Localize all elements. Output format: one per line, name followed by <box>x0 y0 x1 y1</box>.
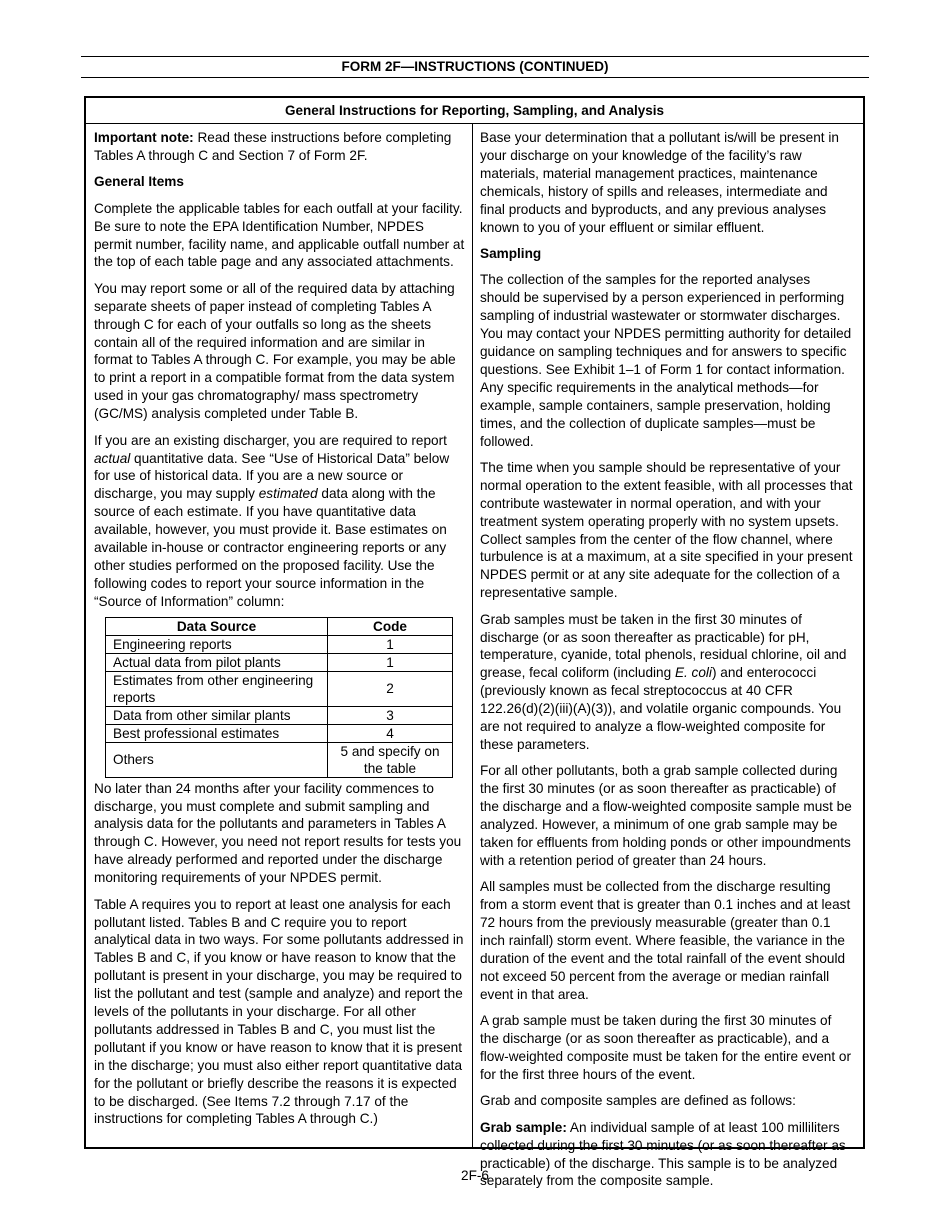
right-paragraph-6: All samples must be collected from the discharge resulting from a storm event that is greater than 0.1 inches and at least 72 hours from the previously measurable (greater than 0.1 inch rainfall) storm event. Where feasible, the variance in the duration of the event and the total rainfall of the event should not exceed 50 percent from the average or median rainfall event in that area. <box>480 879 851 1002</box>
right-paragraph-7: A grab sample must be taken during the first 30 minutes of the discharge (or as soon thereafter as practicable), and a flow-weighted composite must be taken for the entire event or for the first three hours of the event. <box>480 1013 852 1082</box>
table-row <box>106 653 453 671</box>
page-number: 2F-6 <box>461 1168 489 1183</box>
sampling-heading: Sampling <box>480 245 542 261</box>
data-source-cell: Engineering reports <box>106 635 328 653</box>
code-cell: 5 and specify on the table <box>328 742 453 777</box>
left-paragraph-5: Table A requires you to report at least one analysis for each pollutant listed. Tables B and C require you to report analytical data in two ways. For some pollutants addressed in Tables B and C, if you know or have reason to know that the pollutant is present in your discharge, you may be required to list the pollutant and test (sample and analyze) and report the levels of the pollutants in your discharge. For all other pollutants addressed in Tables B and C, you must list the pollutant if you know or have reason to know that it is present in the discharge; you must also either report quantitative data for the pollutant or briefly describe the reasons it is expected to be discharged. (See Items 7.2 through 7.17 of the instructions for completing Tables A through C.) <box>94 896 464 1127</box>
table-row <box>106 724 453 742</box>
right-paragraph-2: The collection of the samples for the reported analyses should be supervised by a person experienced in performing sampling of industrial wastewater or stormwater discharges. You may contact your NPDES permitting authority for detailed guidance on sampling techniques and for answers to specific questions. See Exhibit 1–1 of Form 1 for contact information. Any specific requirements in the analytical methods—for example, sample containers, sample preservation, holding times, and the collection of duplicate samples—must be followed. <box>480 272 852 449</box>
data-source-cell: Others <box>106 742 328 777</box>
table-header-row <box>106 617 453 635</box>
header-rule-top <box>81 56 869 57</box>
right-paragraph-4: Grab samples must be taken in the first 30 minutes of discharge (or as soon thereafter as practicable) for pH, temperature, cyanide, total phenols, residual chlorine, oil and grease, fecal coliform (including E. coli) and enterococci (previously known as fecal streptococcus at 40 CFR 122.26(d)(2)(iii)(A)(3)), and volatile organic compounds. You are not required to analyze a flow-weighted composite for these parameters. <box>480 611 847 752</box>
data-source-table-wrap <box>94 617 465 778</box>
important-note <box>94 129 465 165</box>
grab-sample-text: An individual sample of at least 100 milliliters collected during the first 30 minutes (or as soon thereafter as practicable) of the discharge. This sample is to be analyzed separately from the composite sample. <box>480 1119 846 1189</box>
column-header-data-source: Data Source <box>106 617 328 635</box>
right-paragraph-5: For all other pollutants, both a grab sample collected during the first 30 minutes (or as soon thereafter as practicable) of the discharge and a flow-weighted composite sample must be analyzed. However, a minimum of one grab sample may be taken for effluents from holding ponds or other impoundments with a retention period of greater than 24 hours. <box>480 763 852 868</box>
right-paragraph-1: Base your determination that a pollutant is/will be present in your discharge on your knowledge of the facility’s raw materials, material management practices, maintenance chemicals, history of spills and releases, intermediate and final products and byproducts, and any previous analyses known to you of your effluent or similar effluent. <box>480 130 839 235</box>
code-cell: 4 <box>328 724 453 742</box>
data-source-cell: Data from other similar plants <box>106 706 328 724</box>
table-row <box>106 706 453 724</box>
data-source-table <box>105 617 453 778</box>
column-divider <box>472 123 473 1147</box>
important-label: Important note: <box>94 130 194 145</box>
table-row <box>106 635 453 653</box>
right-paragraph-3: The time when you sample should be representative of your normal operation to the extent feasible, with all processes that contribute wastewater in normal operation, and with your treatment system operating properly with no system upsets. Collect samples from the center of the flow channel, where turbulence is at a maximum, at a site specified in your present NPDES permit or at any site adequate for the collection of a representative sample. <box>480 459 853 601</box>
form-title: FORM 2F—INSTRUCTIONS (CONTINUED) <box>341 59 609 74</box>
data-source-cell: Best professional estimates <box>106 724 328 742</box>
table-row <box>106 742 453 777</box>
left-paragraph-1: Complete the applicable tables for each outfall at your facility. Be sure to note the EPA Identification Number, NPDES permit number, facility name, and applicable outfall number at the top of each table page and any associated attachments. <box>94 200 465 270</box>
left-column <box>94 129 465 1137</box>
left-paragraph-2: You may report some or all of the required data by attaching separate sheets of paper instead of completing Tables A through C for each of your outfalls so long as the sheets contain all of the required information and are similar in format to Tables A through C. For example, you may be able to print a report in a compatible format from the data system used in your gas chromatography/ mass spectrometry (GC/MS) analysis completed under Table B. <box>94 280 456 422</box>
left-paragraph-3: If you are an existing discharger, you are required to report actual quantitative data. See “Use of Historical Data” below for use of historical data. If you are a new source or discharge, you may supply estimated data along with the source of each estimate. If you have quantitative data available, however, you must provide it. Base estimates on available in-house or contractor engineering reports or any other studies performed on the proposed facility. Use the following codes to report your source information in the “Source of Information” column: <box>94 432 450 609</box>
data-source-cell: Actual data from pilot plants <box>106 653 328 671</box>
general-items-heading: General Items <box>94 174 184 190</box>
code-cell: 3 <box>328 706 453 724</box>
important-text: Read these instructions before completing Tables A through C and Section 7 of Form 2F. <box>94 130 452 163</box>
right-column <box>480 129 854 1199</box>
left-paragraph-4: No later than 24 months after your facility commences to discharge, you must complete and submit sampling and analysis data for the pollutants and parameters in Tables A through C. However, you need not report results for tests you have already performed and reported under the discharge monitoring requirements of your NPDES permit. <box>94 780 462 886</box>
table-row <box>106 671 453 706</box>
code-cell: 1 <box>328 635 453 653</box>
box-title: General Instructions for Reporting, Sampling, and Analysis <box>86 98 863 124</box>
right-paragraph-8: Grab and composite samples are defined as follows: <box>480 1093 796 1109</box>
grab-sample-label: Grab sample: <box>480 1119 567 1135</box>
code-cell: 2 <box>328 671 453 706</box>
column-header-code: Code <box>328 617 453 635</box>
header-rule-bottom <box>81 77 869 78</box>
data-source-cell: Estimates from other engineering reports <box>106 671 328 706</box>
code-cell: 1 <box>328 653 453 671</box>
